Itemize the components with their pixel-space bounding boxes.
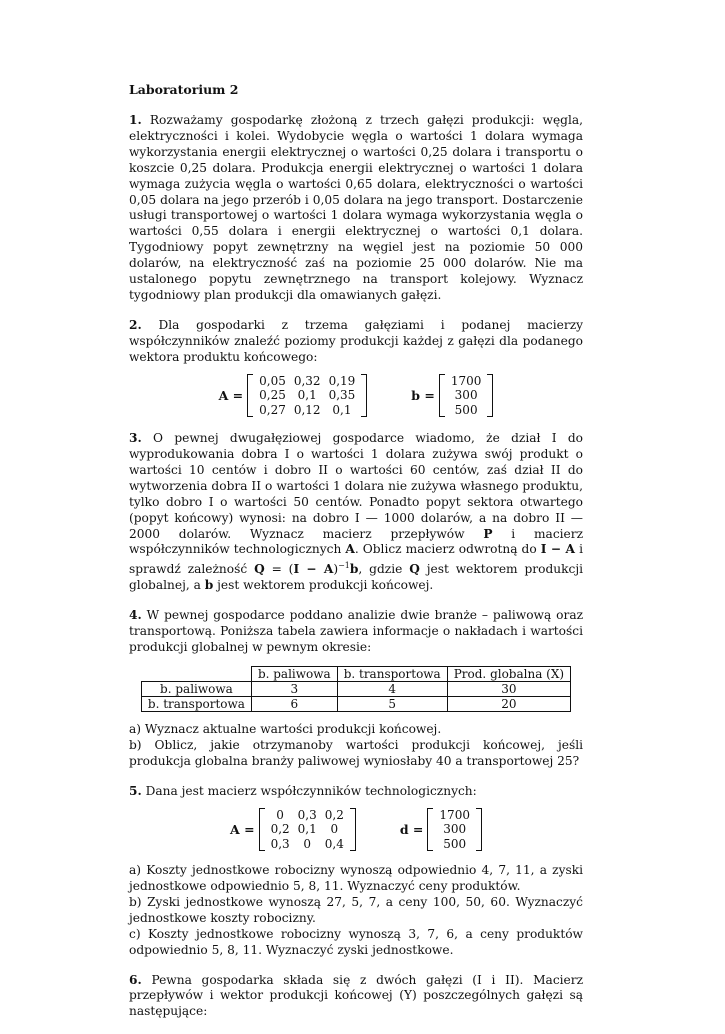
- problem-6: [129, 973, 583, 1021]
- problem-5: [129, 784, 583, 959]
- problem-5-part-a: a) Koszty jednostkowe robocizny wynoszą odpowiednio 4, 7, 11, a zyski jednostkowe odpowiednio 5, 8, 11. Wyznaczyć ceny produktów.: [129, 863, 583, 893]
- problem-number: 1.: [129, 113, 142, 127]
- problem-number: 5.: [129, 783, 142, 798]
- document-title: Laboratorium 2: [129, 82, 239, 97]
- table-header: b. transportowa: [337, 666, 447, 681]
- problem-4-text: 4. W pewnej gospodarce poddano analizie dwie branże – paliwową oraz transportową. Poniższa tabela zawiera informacje o nakładach i wartości produkcji globalnej w pewnym okresie:: [129, 608, 584, 655]
- table-header: b. paliwowa: [251, 666, 337, 681]
- matrix-row: [129, 808, 583, 852]
- matrix-a: [259, 808, 356, 852]
- vector-b-table: 1700 300 500: [450, 373, 482, 417]
- problem-4: [129, 608, 583, 769]
- matrix-a-label: A =: [230, 821, 255, 837]
- problem-4-part-a: a) Wyznacz aktualne wartości produkcji końcowej.: [129, 721, 442, 736]
- problem-5-part-c: c) Koszty jednostkowe robocizny wynoszą 3, 7, 6, a ceny produktów odpowiednio 5, 8, 11. Wyznaczyć zyski jednostkowe.: [129, 926, 583, 957]
- problem-number: 6.: [129, 972, 142, 987]
- problem-5-text: 5. Dana jest macierz współczynników technologicznych:: [129, 783, 477, 798]
- problem-1-text: 1. Rozważamy gospodarkę złożoną z trzech gałęzi produkcji: węgla, elektryczności i kolei. Wydobycie węgla o wartości 1 dolara wymaga wykorzystania energii elektrycznej o wartości 0,25 dolara i transportu o koszcie 0,25 dolara. Produkcja energii elektrycznej o wartości 1 dolara wymaga zużycia węgla o wartości 0,65 dolara, elektryczności o wartości 0,05 dolara na jego przerób i 0,05 dolara na jego transport. Dostarczenie usługi transportowej o wartości 1 dolara wymaga wykorzystania węgla o wartości 0,55 dolara i energii elektrycznej o wartości 0,1 dolara. Tygodniowy popyt zewnętrzny na węgiel jest na poziomie 50 000 dolarów, na elektryczność zaś na poziomie 25 000 dolarów. Nie ma ustalonego popytu zewnętrznego na transport kolejowy. Wyznacz tygodniowy plan produkcji dla omawianych gałęzi.: [129, 113, 584, 302]
- matrix-a-label: A =: [218, 387, 244, 403]
- matrix-a-table: 0,05 0,32 0,19 0,25 0,1 0,35 0,27 0,12 0,1: [259, 373, 356, 417]
- table-header-row: [141, 666, 570, 681]
- problem-2-text: 2. Dla gospodarki z trzema gałęziami i podanej macierzy współczynników znaleźć poziomy produkcji każdej z gałęzi dla podanego wektora produktu końcowego:: [129, 317, 583, 364]
- problem-number: 4.: [129, 608, 142, 623]
- problem-number: 3.: [129, 431, 142, 446]
- table-row: b. paliwowa 3 4 30: [141, 681, 570, 696]
- problem-1: [129, 113, 583, 304]
- problem-6-text: 6. Pewna gospodarka składa się z dwóch gałęzi (I i II). Macierz przepływów i wektor produkcji końcowej (Y) poszczególnych gałęzi są następujące:: [129, 972, 584, 1019]
- problem-2: [129, 318, 583, 417]
- problem-5-part-b: b) Zyski jednostkowe wynoszą 27, 5, 7, a ceny 100, 50, 60. Wyznaczyć jednostkowe koszty robocizny.: [129, 894, 583, 925]
- document-page: [129, 82, 583, 1034]
- vector-d: [427, 808, 482, 852]
- vector-b: [439, 374, 494, 418]
- matrix-row: [129, 374, 583, 418]
- problem-4-part-b: b) Oblicz, jakie otrzymanoby wartości produkcji końcowej, jeśli produkcja globalna branży paliwowej wyniosłaby 40 a transportowej 25?: [129, 737, 583, 768]
- vector-d-table: 1700 300 500: [439, 807, 470, 851]
- problem-3-text: 3. O pewnej dwugałęziowej gospodarce wiadomo, że dział I do wyprodukowania dobra I o wartości 1 dolara zużywa swój produkt o wartości 10 centów i dobro II o wartości 60 centów, zaś dział II do wytworzenia dobra II o wartości 1 dolara nie zużywa własnego produktu, tylko dobro I o wartości 50 centów. Ponadto popyt sektora otwartego (popyt końcowy) wynosi: na dobro I — 1000 dolarów, a na dobro II — 2000 dolarów. Wyznacz macierz przepływów P i macierz współczynników technologicznych A. Oblicz macierz odwrotną do I − A i sprawdź zależność $Q = (I - A)^{-1}b$, gdzie Q jest wektorem produkcji globalnej, a b jest wektorem produkcji końcowej.: [129, 431, 584, 593]
- problem-3: [129, 431, 583, 594]
- table-header: Prod. globalna (X): [447, 666, 570, 681]
- matrix-a: [247, 374, 367, 418]
- data-table: [141, 666, 571, 712]
- matrix-a-table: 0 0,3 0,2 0,2 0,1 0 0,3 0 0,4: [270, 807, 344, 851]
- problem-number: 2.: [129, 317, 142, 332]
- vector-b-label: b =: [411, 387, 435, 403]
- table-row: b. transportowa 6 5 20: [141, 696, 570, 711]
- vector-d-label: d =: [399, 821, 424, 837]
